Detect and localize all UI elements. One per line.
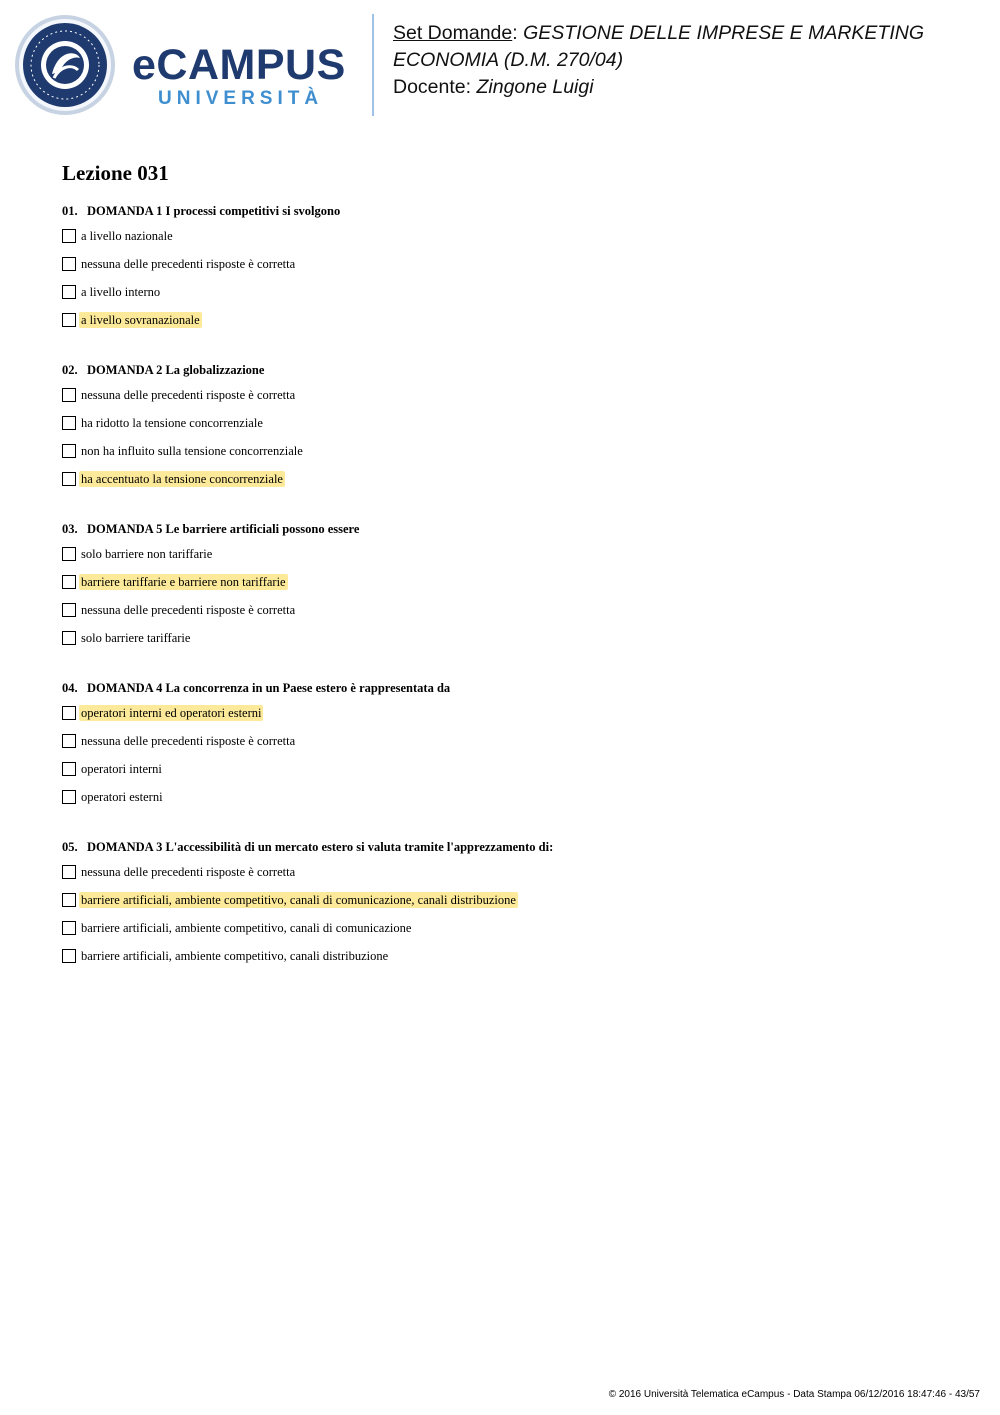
question-block: [62, 362, 962, 499]
answer-option[interactable]: [62, 284, 962, 312]
set-label: Set Domande: [393, 22, 513, 44]
question-list: [62, 203, 962, 998]
logo-sub-text: UNIVERSITÀ: [158, 88, 324, 109]
answer-option[interactable]: [62, 733, 962, 761]
answer-option[interactable]: [62, 630, 962, 658]
question-number: 03.: [62, 522, 78, 536]
question-heading: [62, 680, 962, 696]
answer-text: nessuna delle precedenti risposte è corretta: [81, 257, 296, 271]
answer-option[interactable]: [62, 920, 962, 948]
answer-option[interactable]: [62, 789, 962, 817]
checkbox-icon[interactable]: [62, 865, 76, 879]
checkbox-icon[interactable]: [62, 631, 76, 645]
answer-option[interactable]: [62, 228, 962, 256]
checkbox-icon[interactable]: [62, 893, 76, 907]
question-number: 02.: [62, 363, 78, 377]
question-text: DOMANDA 2 La globalizzazione: [87, 363, 265, 377]
teacher-label: Docente: [393, 76, 466, 98]
course-title-line2: [393, 47, 983, 74]
ecampus-seal-logo-icon: [14, 14, 116, 116]
question-block: [62, 521, 962, 658]
question-number: 01.: [62, 204, 78, 218]
course-title-2: ECONOMIA (D.M. 270/04): [393, 49, 624, 71]
answer-text: nessuna delle precedenti risposte è corretta: [81, 388, 296, 402]
checkbox-icon[interactable]: [62, 949, 76, 963]
question-text: DOMANDA 5 Le barriere artificiali possono essere: [87, 522, 360, 536]
question-block: [62, 839, 962, 976]
checkbox-icon[interactable]: [62, 575, 76, 589]
answer-text: operatori esterni: [81, 790, 163, 804]
checkbox-icon[interactable]: [62, 416, 76, 430]
checkbox-icon[interactable]: [62, 229, 76, 243]
answer-option[interactable]: [62, 471, 962, 499]
answer-text-correct: operatori interni ed operatori esterni: [81, 706, 262, 720]
answer-text: operatori interni: [81, 762, 162, 776]
question-heading: [62, 362, 962, 378]
logo-brand-text: eCAMPUS: [132, 41, 346, 89]
answer-text: ha ridotto la tensione concorrenziale: [81, 416, 263, 430]
answer-option[interactable]: [62, 574, 962, 602]
answer-text: solo barriere tariffarie: [81, 631, 191, 645]
checkbox-icon[interactable]: [62, 388, 76, 402]
page-footer: © 2016 Università Telematica eCampus - Data Stampa 06/12/2016 18:47:46 - 43/57: [608, 1389, 980, 1400]
answer-text-correct: barriere artificiali, ambiente competitivo, canali di comunicazione, canali distribuzione: [81, 893, 516, 907]
answer-text: a livello nazionale: [81, 229, 173, 243]
answer-option[interactable]: [62, 864, 962, 892]
answer-text: nessuna delle precedenti risposte è corretta: [81, 734, 296, 748]
answer-text: barriere artificiali, ambiente competitivo, canali distribuzione: [81, 949, 389, 963]
question-heading: [62, 521, 962, 537]
answer-option[interactable]: [62, 443, 962, 471]
checkbox-icon[interactable]: [62, 313, 76, 327]
checkbox-icon[interactable]: [62, 444, 76, 458]
checkbox-icon[interactable]: [62, 734, 76, 748]
answer-text-correct: ha accentuato la tensione concorrenziale: [81, 472, 283, 486]
answer-option[interactable]: [62, 948, 962, 976]
course-info: [393, 20, 983, 101]
answer-text: a livello interno: [81, 285, 161, 299]
teacher-line: Docente: Zingone Luigi: [393, 76, 594, 98]
answer-text-correct: a livello sovranazionale: [81, 313, 200, 327]
question-number: 05.: [62, 840, 78, 854]
checkbox-icon[interactable]: [62, 790, 76, 804]
checkbox-icon[interactable]: [62, 472, 76, 486]
answer-option[interactable]: [62, 415, 962, 443]
checkbox-icon[interactable]: [62, 547, 76, 561]
checkbox-icon[interactable]: [62, 921, 76, 935]
answer-text: non ha influito sulla tensione concorrenziale: [81, 444, 303, 458]
answer-option[interactable]: [62, 761, 962, 789]
answer-text: solo barriere non tariffarie: [81, 547, 213, 561]
answer-text: barriere artificiali, ambiente competitivo, canali di comunicazione: [81, 921, 412, 935]
course-title-line1: Set Domande: GESTIONE DELLE IMPRESE E MARKETING: [393, 22, 925, 44]
teacher-name: Zingone Luigi: [476, 76, 594, 98]
question-number: 04.: [62, 681, 78, 695]
ecampus-wordmark: [132, 42, 357, 112]
question-heading: [62, 203, 962, 219]
answer-option[interactable]: [62, 546, 962, 574]
answer-text: nessuna delle precedenti risposte è corretta: [81, 865, 296, 879]
page-header: [0, 0, 1000, 130]
checkbox-icon[interactable]: [62, 257, 76, 271]
answer-option[interactable]: [62, 602, 962, 630]
answer-option[interactable]: [62, 892, 962, 920]
question-text: DOMANDA 3 L'accessibilità di un mercato estero si valuta tramite l'apprezzamento di:: [87, 840, 554, 854]
answer-option[interactable]: [62, 705, 962, 733]
answer-text: nessuna delle precedenti risposte è corretta: [81, 603, 296, 617]
lesson-title: Lezione 031: [62, 161, 169, 185]
question-text: DOMANDA 1 I processi competitivi si svolgono: [87, 204, 341, 218]
question-block: [62, 203, 962, 340]
checkbox-icon[interactable]: [62, 285, 76, 299]
header-divider: [372, 14, 374, 116]
question-text: DOMANDA 4 La concorrenza in un Paese estero è rappresentata da: [87, 681, 451, 695]
answer-option[interactable]: [62, 256, 962, 284]
question-block: [62, 680, 962, 817]
answer-text-correct: barriere tariffarie e barriere non tariffarie: [81, 575, 286, 589]
question-heading: [62, 839, 962, 855]
answer-option[interactable]: [62, 312, 962, 340]
checkbox-icon[interactable]: [62, 706, 76, 720]
checkbox-icon[interactable]: [62, 762, 76, 776]
checkbox-icon[interactable]: [62, 603, 76, 617]
course-title-1: GESTIONE DELLE IMPRESE E MARKETING: [523, 22, 925, 44]
answer-option[interactable]: [62, 387, 962, 415]
